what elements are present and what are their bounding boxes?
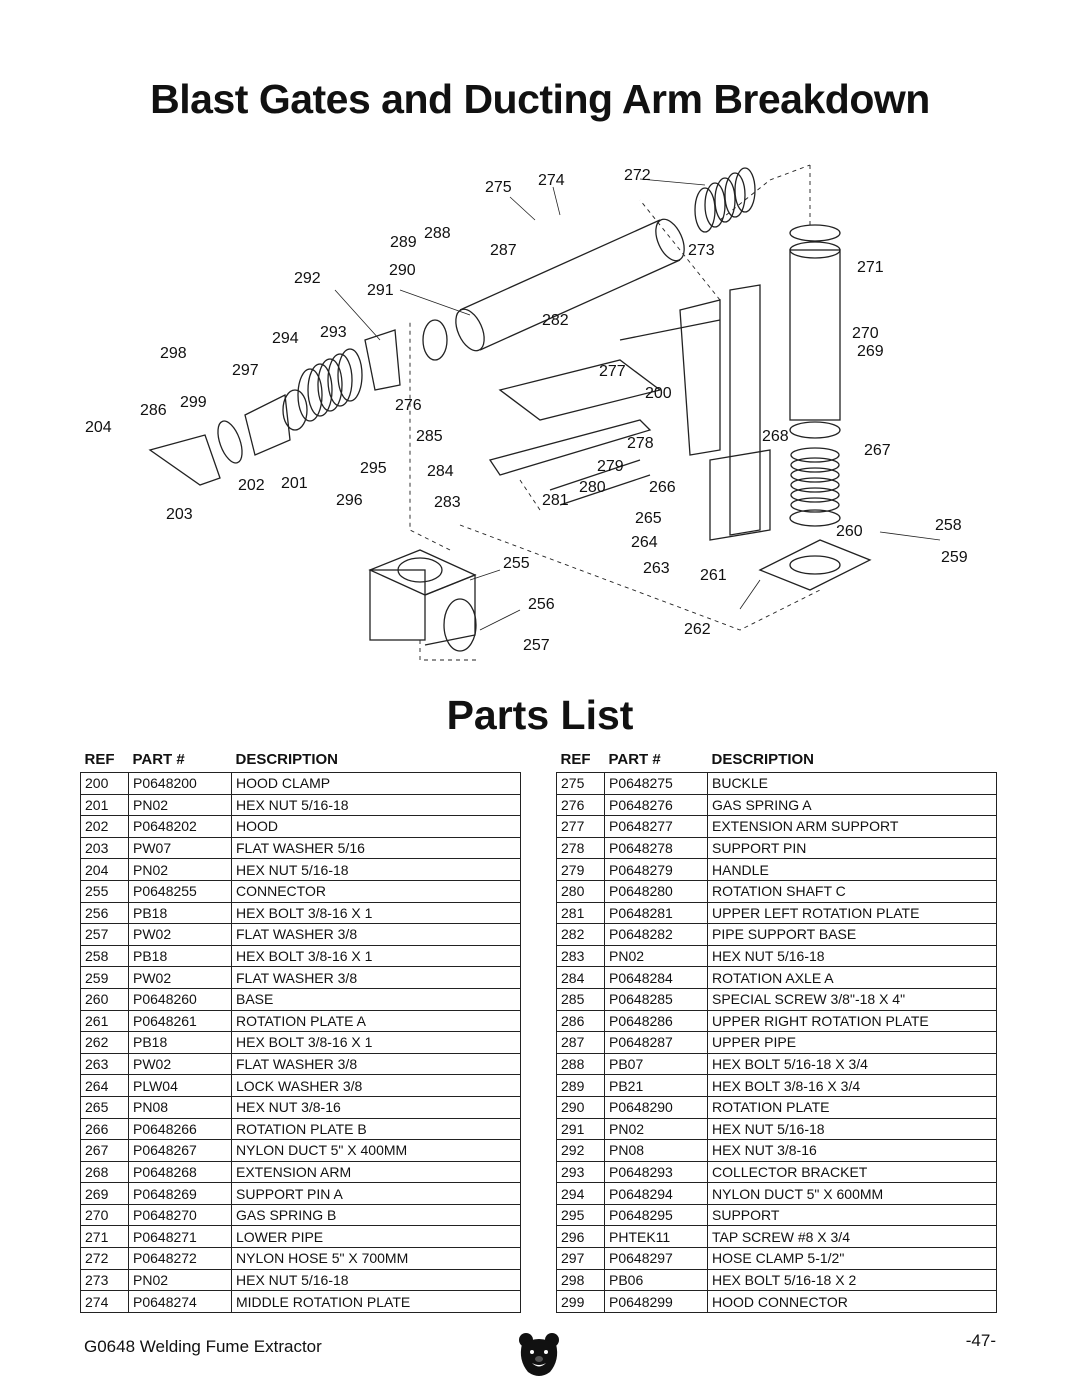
- table-row: [557, 1291, 997, 1313]
- callout-label: 282: [542, 312, 569, 329]
- description-cell: FLAT WASHER 3/8: [232, 967, 521, 989]
- ref-cell: 299: [557, 1291, 605, 1313]
- callout-label: 270: [852, 325, 879, 342]
- table-row: [557, 967, 997, 989]
- ref-cell: 279: [557, 859, 605, 881]
- ref-header: REF: [84, 751, 115, 768]
- table-row: [81, 794, 521, 816]
- callout-label: 200: [645, 385, 672, 402]
- description-cell: HEX NUT 5/16-18: [708, 1118, 997, 1140]
- ref-cell: 281: [557, 902, 605, 924]
- table-row: [557, 1118, 997, 1140]
- description-cell: HEX BOLT 3/8-16 X 1: [232, 902, 521, 924]
- part-cell: PN08: [129, 1096, 232, 1118]
- description-cell: HEX BOLT 3/8-16 X 1: [232, 1032, 521, 1054]
- ref-cell: 282: [557, 924, 605, 946]
- description-cell: BASE: [232, 988, 521, 1010]
- part-cell: P0648278: [605, 837, 708, 859]
- ref-cell: 290: [557, 1096, 605, 1118]
- table-row: [557, 880, 997, 902]
- ref-cell: 291: [557, 1118, 605, 1140]
- parts-list-title: Parts List: [446, 692, 634, 738]
- description-cell: HANDLE: [708, 859, 997, 881]
- ref-cell: 285: [557, 988, 605, 1010]
- description-cell: GAS SPRING B: [232, 1204, 521, 1226]
- callout-label: 260: [836, 523, 863, 540]
- description-cell: HEX NUT 5/16-18: [232, 859, 521, 881]
- description-cell: COLLECTOR BRACKET: [708, 1161, 997, 1183]
- ref-cell: 283: [557, 945, 605, 967]
- description-cell: PIPE SUPPORT BASE: [708, 924, 997, 946]
- table-row: [557, 1183, 997, 1205]
- callout-label: 204: [85, 419, 112, 436]
- table-row: [557, 1161, 997, 1183]
- description-cell: UPPER LEFT ROTATION PLATE: [708, 902, 997, 924]
- description-cell: HEX BOLT 5/16-18 X 2: [708, 1269, 997, 1291]
- callout-label: 203: [166, 506, 193, 523]
- callout-label: 269: [857, 343, 884, 360]
- part-cell: P0648267: [129, 1140, 232, 1162]
- description-cell: ROTATION SHAFT C: [708, 880, 997, 902]
- table-row: [557, 773, 997, 795]
- callout-label: 297: [232, 362, 259, 379]
- table-row: [557, 1248, 997, 1270]
- ref-cell: 268: [81, 1161, 129, 1183]
- table-row: [557, 1226, 997, 1248]
- part-cell: P0648294: [605, 1183, 708, 1205]
- description-cell: UPPER RIGHT ROTATION PLATE: [708, 1010, 997, 1032]
- callout-label: 258: [935, 517, 962, 534]
- part-cell: PB18: [129, 945, 232, 967]
- description-cell: ROTATION PLATE A: [232, 1010, 521, 1032]
- page-number: -47-: [965, 1331, 996, 1350]
- callout-label: 292: [294, 270, 321, 287]
- description-cell: LOWER PIPE: [232, 1226, 521, 1248]
- callout-label: 266: [649, 479, 676, 496]
- ref-cell: 273: [81, 1269, 129, 1291]
- table-row: [81, 1291, 521, 1313]
- part-cell: P0648280: [605, 880, 708, 902]
- table-row: [81, 1010, 521, 1032]
- callout-label: 265: [635, 510, 662, 527]
- callout-label: 298: [160, 345, 187, 362]
- table-row: [81, 1183, 521, 1205]
- page-title: Blast Gates and Ducting Arm Breakdown: [150, 76, 930, 122]
- part-cell: P0648284: [605, 967, 708, 989]
- part-cell: PN02: [129, 794, 232, 816]
- ref-cell: 289: [557, 1075, 605, 1097]
- part-cell: PN02: [605, 945, 708, 967]
- callout-label: 291: [367, 282, 394, 299]
- callout-label: 264: [631, 534, 658, 551]
- part-cell: PW02: [129, 924, 232, 946]
- ref-cell: 277: [557, 816, 605, 838]
- callout-label: 202: [238, 477, 265, 494]
- table-row: [81, 902, 521, 924]
- callout-label: 274: [538, 172, 565, 189]
- part-cell: P0648285: [605, 988, 708, 1010]
- ref-cell: 255: [81, 880, 129, 902]
- table-row: [81, 880, 521, 902]
- part-cell: P0648268: [129, 1161, 232, 1183]
- description-cell: HOSE CLAMP 5-1/2": [708, 1248, 997, 1270]
- ref-cell: 260: [81, 988, 129, 1010]
- description-header: DESCRIPTION: [711, 751, 815, 768]
- part-cell: P0648286: [605, 1010, 708, 1032]
- ref-cell: 292: [557, 1140, 605, 1162]
- description-cell: SUPPORT: [708, 1204, 997, 1226]
- callout-label: 257: [523, 637, 550, 654]
- ref-cell: 286: [557, 1010, 605, 1032]
- description-cell: SUPPORT PIN A: [232, 1183, 521, 1205]
- ref-cell: 265: [81, 1096, 129, 1118]
- description-cell: HEX NUT 5/16-18: [708, 945, 997, 967]
- ref-cell: 278: [557, 837, 605, 859]
- table-row: [81, 1248, 521, 1270]
- table-row: [557, 816, 997, 838]
- callout-label: 280: [579, 479, 606, 496]
- part-cell: PN08: [605, 1140, 708, 1162]
- description-header: DESCRIPTION: [235, 751, 339, 768]
- part-cell: P0648272: [129, 1248, 232, 1270]
- part-cell: P0648260: [129, 988, 232, 1010]
- description-cell: HEX BOLT 5/16-18 X 3/4: [708, 1053, 997, 1075]
- table-row: [81, 1161, 521, 1183]
- table-row: [557, 1075, 997, 1097]
- table-row: [557, 988, 997, 1010]
- description-cell: HEX NUT 5/16-18: [232, 794, 521, 816]
- ref-cell: 262: [81, 1032, 129, 1054]
- description-cell: TAP SCREW #8 X 3/4: [708, 1226, 997, 1248]
- part-cell: P0648274: [129, 1291, 232, 1313]
- description-cell: HOOD: [232, 816, 521, 838]
- ref-cell: 256: [81, 902, 129, 924]
- part-cell: P0648271: [129, 1226, 232, 1248]
- callout-label: 262: [684, 621, 711, 638]
- footer-model: G0648 Welding Fume Extractor: [84, 1337, 322, 1356]
- ref-cell: 280: [557, 880, 605, 902]
- part-cell: P0648255: [129, 880, 232, 902]
- description-cell: HOOD CLAMP: [232, 773, 521, 795]
- table-row: [81, 988, 521, 1010]
- table-row: [557, 1010, 997, 1032]
- description-cell: SPECIAL SCREW 3/8"-18 X 4": [708, 988, 997, 1010]
- ref-cell: 261: [81, 1010, 129, 1032]
- part-cell: P0648293: [605, 1161, 708, 1183]
- ref-cell: 266: [81, 1118, 129, 1140]
- callout-label: 276: [395, 397, 422, 414]
- callout-label: 279: [597, 458, 624, 475]
- ref-cell: 271: [81, 1226, 129, 1248]
- description-cell: UPPER PIPE: [708, 1032, 997, 1054]
- ref-cell: 297: [557, 1248, 605, 1270]
- table-row: [557, 794, 997, 816]
- ref-cell: 202: [81, 816, 129, 838]
- description-cell: HEX BOLT 3/8-16 X 3/4: [708, 1075, 997, 1097]
- callout-label: 255: [503, 555, 530, 572]
- part-cell: P0648200: [129, 773, 232, 795]
- table-row: [81, 773, 521, 795]
- description-cell: FLAT WASHER 3/8: [232, 924, 521, 946]
- table-row: [557, 1269, 997, 1291]
- part-cell: P0648276: [605, 794, 708, 816]
- ref-cell: 267: [81, 1140, 129, 1162]
- callout-label: 296: [336, 492, 363, 509]
- description-cell: MIDDLE ROTATION PLATE: [232, 1291, 521, 1313]
- callout-label: 288: [424, 225, 451, 242]
- part-cell: PW07: [129, 837, 232, 859]
- ref-cell: 294: [557, 1183, 605, 1205]
- table-row: [557, 1140, 997, 1162]
- callout-label: 201: [281, 475, 308, 492]
- description-cell: FLAT WASHER 3/8: [232, 1053, 521, 1075]
- table-row: [81, 1075, 521, 1097]
- callout-label: 287: [490, 242, 517, 259]
- ref-cell: 263: [81, 1053, 129, 1075]
- ref-cell: 275: [557, 773, 605, 795]
- description-cell: HEX BOLT 3/8-16 X 1: [232, 945, 521, 967]
- table-row: [557, 1204, 997, 1226]
- ref-cell: 203: [81, 837, 129, 859]
- part-header: PART #: [132, 751, 185, 768]
- table-row: [81, 1140, 521, 1162]
- description-cell: NYLON HOSE 5" X 700MM: [232, 1248, 521, 1270]
- callout-label: 259: [941, 549, 968, 566]
- part-cell: PB06: [605, 1269, 708, 1291]
- description-cell: EXTENSION ARM SUPPORT: [708, 816, 997, 838]
- ref-header: REF: [560, 751, 591, 768]
- table-row: [81, 1096, 521, 1118]
- ref-cell: 269: [81, 1183, 129, 1205]
- part-cell: P0648290: [605, 1096, 708, 1118]
- callout-label: 272: [624, 167, 651, 184]
- table-row: [81, 1226, 521, 1248]
- callout-label: 263: [643, 560, 670, 577]
- callout-label: 290: [389, 262, 416, 279]
- callout-label: 286: [140, 402, 167, 419]
- table-row: [557, 1053, 997, 1075]
- description-cell: FLAT WASHER 5/16: [232, 837, 521, 859]
- ref-cell: 284: [557, 967, 605, 989]
- part-cell: PB07: [605, 1053, 708, 1075]
- callout-label: 271: [857, 259, 884, 276]
- ref-cell: 270: [81, 1204, 129, 1226]
- description-cell: CONNECTOR: [232, 880, 521, 902]
- ref-cell: 288: [557, 1053, 605, 1075]
- part-cell: P0648277: [605, 816, 708, 838]
- part-cell: PN02: [129, 1269, 232, 1291]
- callout-label: 294: [272, 330, 299, 347]
- part-cell: P0648266: [129, 1118, 232, 1140]
- part-cell: PW02: [129, 1053, 232, 1075]
- callout-label: 267: [864, 442, 891, 459]
- description-cell: ROTATION AXLE A: [708, 967, 997, 989]
- part-cell: P0648299: [605, 1291, 708, 1313]
- description-cell: HEX NUT 3/8-16: [232, 1096, 521, 1118]
- part-cell: P0648282: [605, 924, 708, 946]
- ref-cell: 201: [81, 794, 129, 816]
- part-cell: P0648270: [129, 1204, 232, 1226]
- description-cell: SUPPORT PIN: [708, 837, 997, 859]
- callout-label: 281: [542, 492, 569, 509]
- ref-cell: 295: [557, 1204, 605, 1226]
- ref-cell: 274: [81, 1291, 129, 1313]
- table-row: [557, 945, 997, 967]
- ref-cell: 272: [81, 1248, 129, 1270]
- part-cell: PB18: [129, 1032, 232, 1054]
- callout-label: 283: [434, 494, 461, 511]
- callout-label: 277: [599, 363, 626, 380]
- description-cell: BUCKLE: [708, 773, 997, 795]
- part-cell: PB18: [129, 902, 232, 924]
- description-cell: EXTENSION ARM: [232, 1161, 521, 1183]
- callout-label: 261: [700, 567, 727, 584]
- ref-cell: 264: [81, 1075, 129, 1097]
- part-cell: PN02: [129, 859, 232, 881]
- part-cell: PHTEK11: [605, 1226, 708, 1248]
- part-header: PART #: [608, 751, 661, 768]
- table-row: [81, 945, 521, 967]
- table-row: [557, 902, 997, 924]
- callout-label: 295: [360, 460, 387, 477]
- callout-label: 278: [627, 435, 654, 452]
- part-cell: P0648295: [605, 1204, 708, 1226]
- part-cell: PW02: [129, 967, 232, 989]
- callout-label: 256: [528, 596, 555, 613]
- ref-cell: 287: [557, 1032, 605, 1054]
- part-cell: P0648269: [129, 1183, 232, 1205]
- part-cell: P0648281: [605, 902, 708, 924]
- description-cell: HEX NUT 5/16-18: [232, 1269, 521, 1291]
- description-cell: NYLON DUCT 5" X 400MM: [232, 1140, 521, 1162]
- table-row: [81, 837, 521, 859]
- table-row: [81, 1118, 521, 1140]
- table-row: [81, 1204, 521, 1226]
- table-row: [81, 1269, 521, 1291]
- ref-cell: 204: [81, 859, 129, 881]
- table-row: [81, 1032, 521, 1054]
- ref-cell: 257: [81, 924, 129, 946]
- description-cell: NYLON DUCT 5" X 600MM: [708, 1183, 997, 1205]
- callout-label: 285: [416, 428, 443, 445]
- description-cell: ROTATION PLATE: [708, 1096, 997, 1118]
- callout-label: 268: [762, 428, 789, 445]
- table-row: [81, 1053, 521, 1075]
- table-row: [557, 1096, 997, 1118]
- ref-cell: 259: [81, 967, 129, 989]
- part-cell: P0648275: [605, 773, 708, 795]
- ref-cell: 298: [557, 1269, 605, 1291]
- part-cell: P0648287: [605, 1032, 708, 1054]
- part-cell: PLW04: [129, 1075, 232, 1097]
- description-cell: LOCK WASHER 3/8: [232, 1075, 521, 1097]
- bear-head-icon: [514, 1330, 564, 1380]
- table-row: [81, 924, 521, 946]
- ref-cell: 293: [557, 1161, 605, 1183]
- ref-cell: 200: [81, 773, 129, 795]
- table-row: [557, 837, 997, 859]
- part-cell: P0648202: [129, 816, 232, 838]
- description-cell: HEX NUT 3/8-16: [708, 1140, 997, 1162]
- parts-table-left: [80, 746, 521, 1313]
- callout-label: 299: [180, 394, 207, 411]
- part-cell: P0648279: [605, 859, 708, 881]
- callout-label: 293: [320, 324, 347, 341]
- table-row: [557, 859, 997, 881]
- part-cell: P0648261: [129, 1010, 232, 1032]
- ref-cell: 276: [557, 794, 605, 816]
- ref-cell: 296: [557, 1226, 605, 1248]
- callout-label: 284: [427, 463, 454, 480]
- parts-table-right: [556, 746, 997, 1313]
- part-cell: P0648297: [605, 1248, 708, 1270]
- ref-cell: 258: [81, 945, 129, 967]
- table-row: [81, 816, 521, 838]
- part-cell: PN02: [605, 1118, 708, 1140]
- table-row: [81, 859, 521, 881]
- description-cell: HOOD CONNECTOR: [708, 1291, 997, 1313]
- description-cell: GAS SPRING A: [708, 794, 997, 816]
- table-row: [81, 967, 521, 989]
- part-cell: PB21: [605, 1075, 708, 1097]
- callout-label: 289: [390, 234, 417, 251]
- callout-label: 273: [688, 242, 715, 259]
- table-row: [557, 1032, 997, 1054]
- callout-label: 275: [485, 179, 512, 196]
- description-cell: ROTATION PLATE B: [232, 1118, 521, 1140]
- exploded-parts-diagram: [80, 160, 1000, 680]
- table-row: [557, 924, 997, 946]
